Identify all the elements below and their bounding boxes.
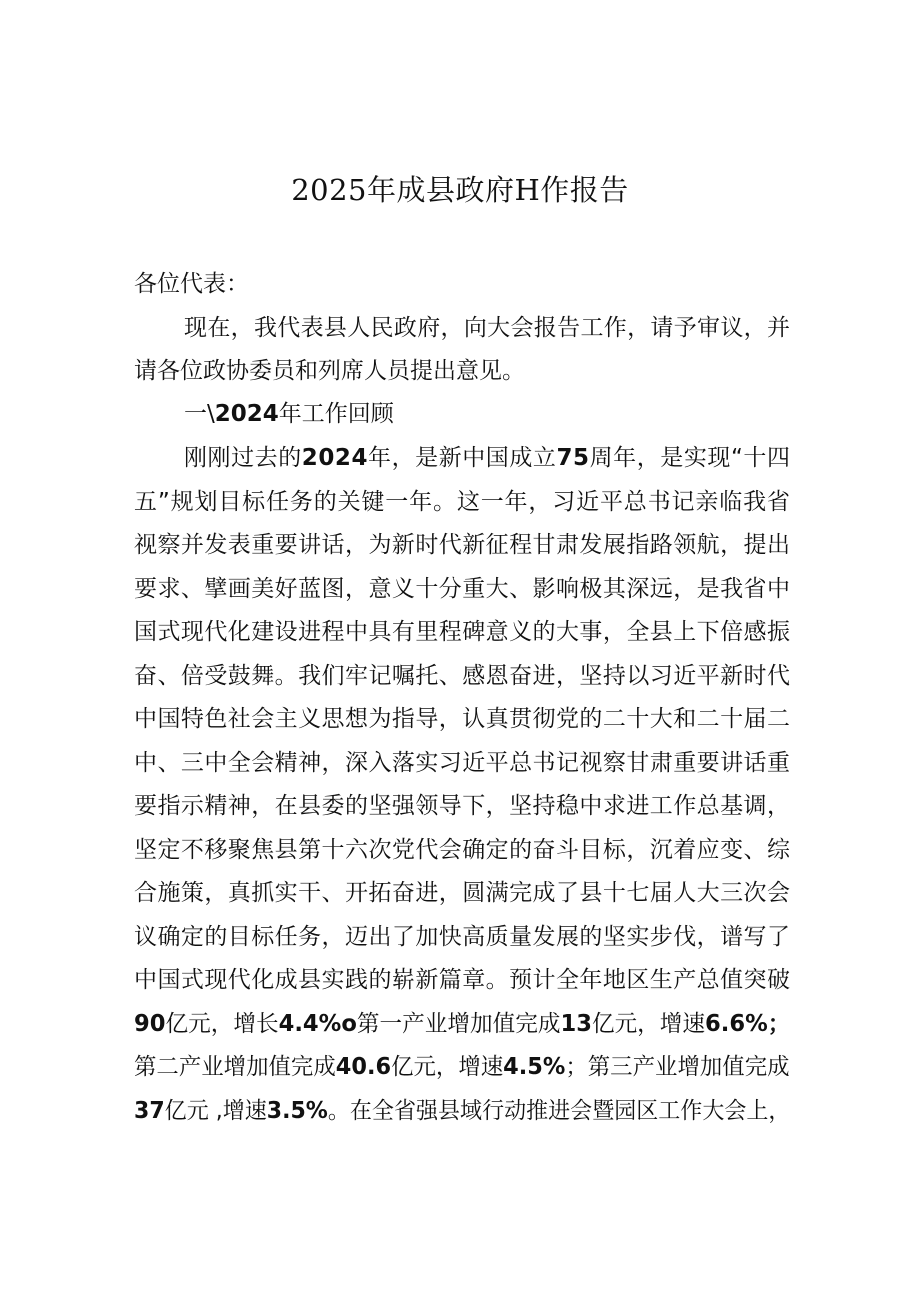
body-figure: 75 xyxy=(556,445,590,471)
section-heading-text: 年工作回顾 xyxy=(278,401,394,427)
body-line xyxy=(134,527,790,563)
intro-line: 请各位政协委员和列席人员提出意见。 xyxy=(134,358,525,384)
body-text: 亿元 ,增速 xyxy=(164,1098,267,1124)
body-text: 五”规划目标任务的关键一年。这一年，习近平总书记亲临我省 xyxy=(134,489,791,515)
body-figure: 4.5% xyxy=(503,1054,566,1080)
body-line xyxy=(134,701,790,737)
body-text: 第二产业增加值完成 xyxy=(134,1054,336,1080)
body-text: 议确定的目标任务，迈出了加快高质量发展的坚实步伐，谱写了 xyxy=(134,924,791,950)
body-line xyxy=(134,1049,790,1085)
document-title: 2025年成县政府H作报告 xyxy=(291,173,629,207)
body-text: 年，是新中国成立 xyxy=(368,445,557,471)
body-line xyxy=(134,788,790,824)
body-figure: 3.5% xyxy=(266,1098,328,1124)
body-line xyxy=(134,962,790,998)
body-text: 坚定不移聚焦县第十六次党代会确定的奋斗目标，沉着应变、综 xyxy=(134,837,791,863)
body-text: 亿元，增速 xyxy=(591,1011,706,1037)
section-heading-prefix: 一\ xyxy=(184,401,215,427)
body-text: 中国式现代化成县实践的崭新篇章。预计全年地区生产总值突破 xyxy=(134,967,791,993)
body-text: 亿元，增速 xyxy=(391,1054,504,1080)
body-text: 第一产业增加值完成 xyxy=(356,1011,561,1037)
body-figure: 4.4%o xyxy=(278,1011,357,1037)
salutation: 各位代表： xyxy=(134,271,249,297)
body-text: 中、三中全会精神，深入落实习近平总书记视察甘肃重要讲话重 xyxy=(134,750,791,776)
body-figure: 13 xyxy=(560,1011,592,1037)
body-figure: 90 xyxy=(134,1011,166,1037)
section-heading xyxy=(184,396,394,432)
body-line xyxy=(134,658,790,694)
body-figure: 2024 xyxy=(301,445,369,471)
body-figure: 37 xyxy=(134,1098,165,1124)
body-figure: 6.6%； xyxy=(705,1011,791,1037)
body-text: 要指示精神，在县委的坚强领导下，坚持稳中求进工作总基调， xyxy=(134,793,791,819)
body-text: 周年，是实现“十四 xyxy=(589,445,791,471)
body-text: 国式现代化建设进程中具有里程碑意义的大事，全县上下倍感振 xyxy=(134,619,791,645)
body-figure: 40.6 xyxy=(335,1054,392,1080)
body-line xyxy=(134,614,790,650)
body-line xyxy=(134,484,791,520)
body-text: 视察并发表重要讲话，为新时代新征程甘肃发展指路领航，提出 xyxy=(134,532,791,558)
body-line xyxy=(134,919,790,955)
body-text: 要求、擘画美好蓝图，意义十分重大、影响极其深远，是我省中 xyxy=(134,576,791,602)
body-text: 中国特色社会主义思想为指导，认真贯彻党的二十大和二十届二 xyxy=(134,706,791,732)
body-text: 刚刚过去的 xyxy=(184,445,302,471)
intro-line: 现在，我代表县人民政府，向大会报告工作，请予审议，并 xyxy=(184,315,791,341)
body-text: 合施策，真抓实干、开拓奋进，圆满完成了县十七届人大三次会 xyxy=(134,880,791,906)
body-line xyxy=(134,875,790,911)
body-line xyxy=(134,1093,790,1129)
body-line xyxy=(184,440,791,476)
body-line xyxy=(134,745,790,781)
body-text: 奋、倍受鼓舞。我们牢记嘱托、感恩奋进，坚持以习近平新时代 xyxy=(134,663,791,689)
body-line xyxy=(134,832,790,868)
body-line xyxy=(134,571,790,607)
body-text: 。在全省强县域行动推进会暨园区工作大会上， xyxy=(327,1098,791,1124)
body-line xyxy=(134,1006,790,1042)
body-text: 亿元，增长 xyxy=(165,1011,279,1037)
body-text: ；第三产业增加值完成 xyxy=(565,1054,790,1080)
section-heading-year: 2024 xyxy=(214,401,279,427)
